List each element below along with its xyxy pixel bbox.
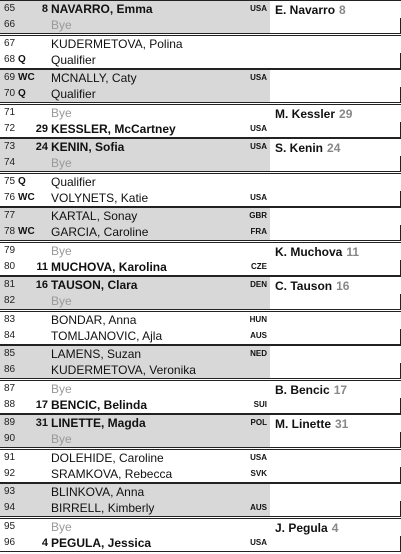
next-round-slot[interactable] [270, 35, 401, 69]
next-round-slot[interactable] [270, 276, 401, 310]
player-name: KENIN, Sofia [51, 140, 125, 154]
player-name: KESSLER, McCartney [51, 122, 176, 136]
country-code: GBR [249, 211, 267, 220]
draw-position-number: 72 [4, 123, 16, 134]
player-name: BLINKOVA, Anna [51, 485, 145, 499]
draw-position-number: 94 [4, 502, 16, 513]
next-round-slot[interactable] [270, 0, 401, 34]
draw-position-number: 73 [4, 141, 16, 152]
entry-type-tag: Q [18, 54, 26, 65]
player-row[interactable] [0, 519, 270, 536]
bye-label: Bye [51, 106, 72, 120]
advancing-player-name: M. Linette 31 [275, 417, 349, 431]
match-box [0, 0, 270, 34]
player-row[interactable] [0, 277, 270, 294]
match-box [0, 35, 270, 69]
player-name: MCNALLY, Caty [51, 71, 137, 85]
player-row[interactable] [0, 381, 270, 398]
draw-position-number: 67 [4, 38, 16, 49]
player-row[interactable] [0, 312, 270, 329]
player-name: GARCIA, Caroline [51, 225, 149, 239]
advancing-player-seed: 4 [331, 521, 339, 535]
player-row[interactable] [0, 466, 270, 483]
draw-position-number: 96 [4, 537, 16, 548]
player-row[interactable] [0, 17, 270, 34]
next-round-slot-bg [270, 312, 401, 329]
player-name: SRAMKOVA, Rebecca [51, 467, 173, 481]
next-round-slot-bg [270, 36, 401, 53]
player-name: VOLYNETS, Katie [51, 191, 149, 205]
country-code: USA [250, 124, 267, 133]
advancing-player-seed: 24 [327, 141, 341, 155]
bye-label: Bye [51, 294, 72, 308]
next-round-slot[interactable] [270, 414, 401, 448]
draw-position-number: 90 [4, 433, 16, 444]
player-row[interactable] [0, 208, 270, 225]
country-code: USA [250, 538, 267, 547]
advancing-player-name: K. Muchova 11 [275, 245, 360, 259]
next-round-slot-bg [270, 208, 401, 225]
player-row[interactable] [0, 484, 270, 501]
player-name: Qualifier [51, 87, 96, 101]
player-row[interactable] [0, 431, 270, 448]
draw-position-number: 89 [4, 417, 16, 428]
country-code: AUS [250, 503, 267, 512]
draw-position-number: 95 [4, 521, 16, 532]
player-name: KARTAL, Sonay [51, 209, 138, 223]
match-box [0, 138, 270, 172]
draw-position-number: 88 [4, 399, 16, 410]
next-round-slot-bg [270, 346, 401, 363]
player-row[interactable] [0, 1, 270, 18]
player-name: PEGULA, Jessica [51, 536, 152, 550]
player-row[interactable] [0, 243, 270, 260]
player-name: LINETTE, Magda [51, 416, 146, 430]
draw-position-number: 83 [4, 314, 16, 325]
player-row[interactable] [0, 450, 270, 467]
draw-position-number: 78 [4, 226, 16, 237]
draw-position-number: 71 [4, 107, 16, 118]
advancing-player-name: C. Tauson 16 [275, 279, 350, 293]
match-box [0, 518, 270, 552]
player-row[interactable] [0, 259, 270, 276]
match-box [0, 414, 270, 448]
next-round-slot[interactable] [270, 69, 401, 103]
country-code: POL [250, 418, 267, 427]
player-name: BIRRELL, Kimberly [51, 501, 155, 515]
draw-position-number: 84 [4, 330, 16, 341]
draw-position-number: 69 [4, 72, 16, 83]
draw-position-number: 82 [4, 295, 16, 306]
country-code: NED [250, 349, 267, 358]
player-row[interactable] [0, 346, 270, 363]
country-code: CZE [251, 262, 267, 271]
draw-position-number: 75 [4, 176, 16, 187]
match-box [0, 104, 270, 138]
player-name: KUDERMETOVA, Veronika [51, 363, 196, 377]
next-round-slot[interactable] [270, 483, 401, 517]
country-code: DEN [250, 280, 267, 289]
country-code: AUS [250, 331, 267, 340]
country-code: USA [250, 193, 267, 202]
draw-position-number: 66 [4, 19, 16, 30]
player-row[interactable] [0, 105, 270, 122]
next-round-slot[interactable] [270, 345, 401, 379]
next-round-slot[interactable] [270, 207, 401, 241]
player-name: Qualifier [51, 175, 96, 189]
draw-position-number: 79 [4, 245, 16, 256]
country-code: USA [250, 4, 267, 13]
next-round-slot[interactable] [270, 518, 401, 552]
next-round-slot[interactable] [270, 242, 401, 276]
player-name: DOLEHIDE, Caroline [51, 451, 164, 465]
country-code: HUN [249, 315, 267, 324]
seed-number: 8 [41, 3, 48, 15]
player-row[interactable] [0, 86, 270, 103]
draw-position-number: 76 [4, 192, 16, 203]
draw-position-number: 80 [4, 261, 16, 272]
bye-label: Bye [51, 520, 72, 534]
draw-position-number: 93 [4, 486, 16, 497]
entry-type-tag: WC [18, 192, 35, 203]
seed-number: 17 [35, 399, 48, 411]
player-name: NAVARRO, Emma [51, 2, 153, 16]
match-box [0, 242, 270, 276]
draw-position-number: 81 [4, 279, 16, 290]
player-row[interactable] [0, 139, 270, 156]
next-round-slot[interactable] [270, 311, 401, 345]
bye-label: Bye [51, 156, 72, 170]
player-name: Qualifier [51, 53, 96, 67]
player-name: KUDERMETOVA, Polina [51, 37, 183, 51]
player-name: TOMLJANOVIC, Ajla [51, 329, 163, 343]
player-name: BENCIC, Belinda [51, 398, 148, 412]
country-code: SUI [253, 400, 267, 409]
advancing-player-seed: 29 [339, 107, 353, 121]
advancing-player-name: J. Pegula 4 [275, 521, 339, 535]
draw-position-number: 74 [4, 157, 16, 168]
seed-number: 24 [35, 141, 48, 153]
player-name: MUCHOVA, Karolina [51, 260, 167, 274]
match-box [0, 311, 270, 345]
player-row[interactable] [0, 224, 270, 241]
player-row[interactable] [0, 500, 270, 517]
country-code: USA [250, 142, 267, 151]
next-round-slot-bg [270, 174, 401, 191]
player-row[interactable] [0, 328, 270, 345]
player-row[interactable] [0, 155, 270, 172]
match-box [0, 483, 270, 517]
entry-type-tag: WC [18, 72, 35, 83]
advancing-player-name: E. Navarro 8 [275, 3, 346, 17]
next-round-slot[interactable] [270, 104, 401, 138]
player-row[interactable] [0, 535, 270, 552]
draw-position-number: 85 [4, 348, 16, 359]
country-code: USA [250, 73, 267, 82]
draw-position-number: 70 [4, 88, 16, 99]
seed-number: 31 [35, 417, 48, 429]
draw-position-number: 68 [4, 54, 16, 65]
seed-number: 11 [36, 261, 48, 273]
match-box [0, 380, 270, 414]
draw-position-number: 87 [4, 383, 16, 394]
next-round-slot[interactable] [270, 173, 401, 207]
player-row[interactable] [0, 70, 270, 87]
player-row[interactable] [0, 293, 270, 310]
bye-label: Bye [51, 244, 72, 258]
match-box [0, 449, 270, 483]
player-name: LAMENS, Suzan [51, 347, 142, 361]
next-round-slot-bg [270, 450, 401, 467]
advancing-player-name: M. Kessler 29 [275, 107, 353, 121]
advancing-player-seed: 16 [336, 279, 350, 293]
match-box [0, 345, 270, 379]
player-name: BONDAR, Anna [51, 313, 137, 327]
next-round-slot-bg [270, 70, 401, 87]
entry-type-tag: Q [18, 88, 26, 99]
next-round-slot[interactable] [270, 380, 401, 414]
advancing-player-seed: 11 [346, 245, 360, 259]
advancing-player-seed: 31 [335, 417, 349, 431]
match-box [0, 69, 270, 103]
next-round-slot[interactable] [270, 449, 401, 483]
country-code: USA [250, 453, 267, 462]
draw-position-number: 92 [4, 468, 16, 479]
advancing-player-seed: 8 [339, 3, 346, 17]
player-row[interactable] [0, 52, 270, 69]
match-box [0, 207, 270, 241]
draw-position-number: 77 [4, 210, 16, 221]
advancing-player-seed: 17 [333, 383, 348, 397]
player-row[interactable] [0, 121, 270, 138]
seed-number: 29 [35, 123, 48, 135]
bye-label: Bye [51, 18, 72, 32]
seed-number: 16 [35, 279, 48, 291]
next-round-slot-bg [270, 484, 401, 501]
country-code: SVK [250, 469, 267, 478]
player-row[interactable] [0, 415, 270, 432]
player-row[interactable] [0, 36, 270, 53]
match-box [0, 173, 270, 207]
player-row[interactable] [0, 174, 270, 191]
next-round-slot[interactable] [270, 138, 401, 172]
advancing-player-name: S. Kenin 24 [275, 141, 341, 155]
seed-number: 4 [41, 537, 48, 549]
draw-position-number: 86 [4, 364, 16, 375]
player-row[interactable] [0, 397, 270, 414]
entry-type-tag: WC [18, 226, 35, 237]
match-box [0, 276, 270, 310]
player-name: TAUSON, Clara [51, 278, 138, 292]
bye-label: Bye [51, 432, 72, 446]
draw-position-number: 65 [4, 3, 16, 14]
player-row[interactable] [0, 190, 270, 207]
country-code: FRA [250, 227, 267, 236]
player-row[interactable] [0, 362, 270, 379]
bye-label: Bye [51, 382, 72, 396]
advancing-player-name: B. Bencic 17 [275, 383, 348, 397]
draw-position-number: 91 [4, 452, 16, 463]
entry-type-tag: Q [18, 176, 26, 187]
